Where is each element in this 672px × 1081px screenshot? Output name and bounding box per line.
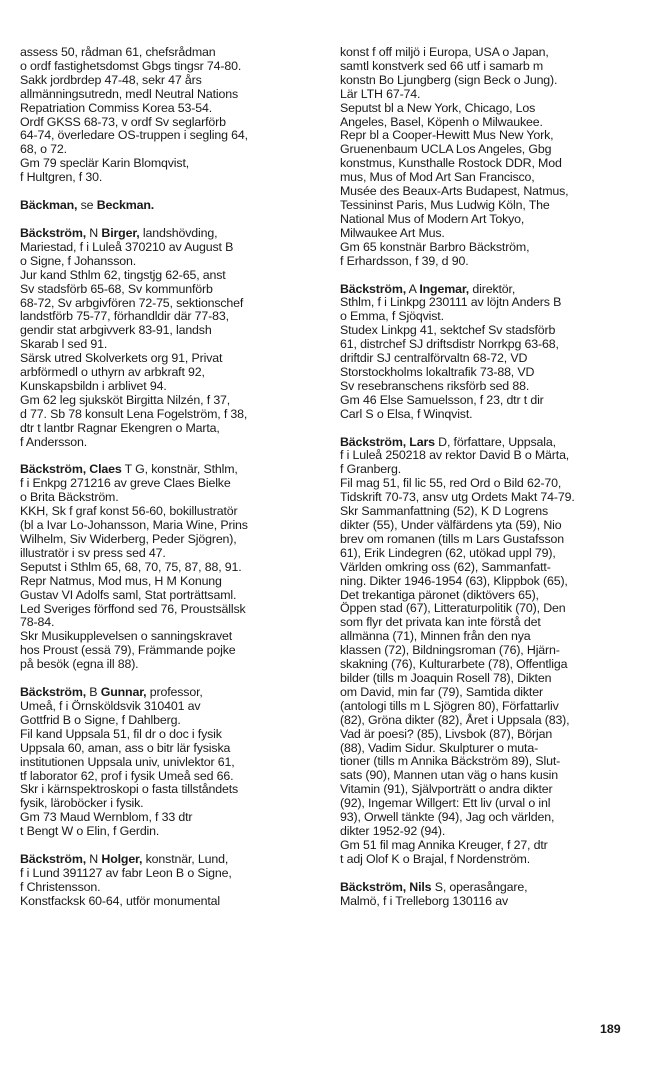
text-line: Sv resebranschens riksförb sed 88. [340,378,530,393]
entry-heading [340,436,636,450]
text-line: Världen omkring oss (62), Sammanfatt- [340,559,551,574]
entry-name: Ingemar, [419,281,470,296]
text-line: bilder (tills m Joaquin Rosell 78), Dikten [340,670,552,685]
text-line: Uppsala 60, aman, ass o bitr lär fysiska [20,740,231,755]
text-line: Tessininst Paris, Mus Ludwig Köln, The [340,197,550,212]
text-line: Gustav VI Adolfs saml, Stat porträttsaml. [20,587,237,602]
text-line: dikter 1952-92 (94). [340,823,446,838]
entry-title-text: S, operasångare, [431,879,528,894]
entry-heading [20,227,316,241]
text-line: Gm 79 speclär Karin Blomqvist, [20,156,190,171]
text-line: konst f off miljö i Europa, USA o Japan, [340,45,549,59]
text-line: Det trekantiga päronet (diktövers 65), [340,587,539,602]
text-line: f Hultgren, f 30. [20,170,103,185]
entry-name: Bäckström, Lars [340,434,435,449]
entry-title-text: direktör, [469,281,516,296]
text-line: 68-72, Sv arbgivfören 72-75, sektionschef [20,295,244,310]
entry-heading [20,463,316,477]
entry-spacer [20,839,316,853]
text-line: Repr bl a Cooper-Hewitt Mus New York, [340,128,554,143]
text-line: tf laborator 62, prof i fysik Umeå sed 66. [20,768,234,783]
text-line: t adj Olof K o Brajal, f Nordenström. [340,851,531,866]
text-line: illustratör i sv press sed 47. [20,545,166,560]
entry-heading [20,853,316,867]
text-line: 61, distrchef SJ driftsdistr Norrkpg 63-68, [340,337,559,352]
text-line: Repr Natmus, Mod mus, H M Konung [20,573,222,588]
text-line: hos Proust (essä 79), Främmande pojke [20,643,236,658]
text-line: Fil kand Uppsala 51, fil dr o doc i fysik [20,726,222,741]
text-line: Vad är poesi? (85), Livsbok (87), Början [340,726,553,741]
text-line: 78-84. [20,615,55,630]
entry-heading [20,199,316,213]
text-line: Malmö, f i Trelleborg 130116 av [340,893,508,908]
entry-heading [20,686,316,700]
text-line: samtl konstverk sed 66 utf i samarb m [340,58,544,73]
entry-title-text: B [86,685,101,700]
text-line: Wilhelm, Siv Widerberg, Peder Sjögren), [20,532,237,546]
text-line: Milwaukee Art Mus. [340,225,445,240]
entry-spacer [340,269,636,283]
text-line: (88), Vadim Sidur. Skulpturer o muta- [340,740,539,755]
entry-title-text: se [77,198,97,213]
text-line: o ordf fastighetsdomst Gbgs tingsr 74-80. [20,58,242,73]
text-line: f i Luleå 250218 av rektor David B o Märta, [340,448,570,463]
text-line: dikter (55), Under välfärdens yta (59), Nio [340,518,562,532]
entry-title-text: A [406,281,420,296]
entry-title-text: professor, [146,685,203,700]
text-line: Seputst bl a New York, Chicago, Los [340,100,536,115]
text-line: 68, o 72. [20,142,67,157]
text-line: Särsk utred Skolverkets org 91, Privat [20,351,223,366]
text-line: ning. Dikter 1946-1954 (63), Klippbok (65), [340,573,568,588]
text-line: konstmus, Kunsthalle Rostock DDR, Mod [340,156,562,171]
text-line: f i Enkpg 271216 av greve Claes Bielke [20,476,231,491]
text-line: brev om romanen (tills m Lars Gustafsson [340,531,564,546]
text-line: f Andersson. [20,434,88,449]
text-line: Gm 73 Maud Wernblom, f 33 dtr [20,810,193,825]
text-line: o Emma, f Sjöqvist. [340,309,444,324]
text-line: (bl a Ivar Lo-Johansson, Maria Wine, Prins [20,518,248,533]
entry-title-text: T G, konstnär, Sthlm, [121,462,238,477]
text-line: Fil mag 51, fil lic 55, red Ord o Bild 62-70, [340,476,562,491]
text-line: som flyr det privata kan inte förstå det [340,615,541,630]
text-line: Sakk jordbrdep 47-48, sekr 47 års [20,72,202,87]
entry-name: Birger, [101,225,140,240]
entry-spacer [20,185,316,199]
text-line: Lär LTH 67-74. [340,86,421,101]
text-line: dtr t lantbr Ragnar Ekengren o Marta, [20,420,220,435]
text-line: o Brita Bäckström. [20,490,119,505]
entry-name: Bäckström, [340,281,406,296]
text-line: Gm 46 Else Samuelsson, f 23, dtr t dir [340,392,544,407]
text-line: allmänna (71), Minnen från den nya [340,629,531,644]
text-line: driftdir SJ centralförvaltn 68-72, VD [340,351,528,366]
entry-spacer [340,422,636,436]
text-line: Skr i kärnspektroskopi o fasta tillståndets [20,782,239,797]
text-line: gendir stat arbgivverk 83-91, landsh [20,323,212,338]
text-line: Skr Musikupplevelsen o sanningskravet [20,629,233,644]
text-line: Storstockholms lokaltrafik 73-88, VD [340,364,535,379]
text-line: Jur kand Sthlm 62, tingstjg 62-65, anst [20,267,226,282]
entry-spacer [340,867,636,881]
entry-name: Holger, [101,852,143,867]
text-line: t Bengt W o Elin, f Gerdin. [20,824,160,839]
text-line: konstn Bo Ljungberg (sign Beck o Jung). [340,72,558,87]
text-line: tioner (tills m Annika Bäckström 89), Slut- [340,754,561,769]
entry-title-text: D, författare, Uppsala, [434,434,556,449]
text-line: Konstfacksk 60-64, utför monumental [20,893,220,908]
text-line: Gottfrid B o Signe, f Dahlberg. [20,712,181,727]
text-line: allmänningsutredn, medl Neutral Nations [20,86,238,101]
text-line: Umeå, f i Örnsköldsvik 310401 av [20,698,201,713]
entry-heading [340,283,636,297]
text-line: Angeles, Basel, Köpenh o Milwaukee. [340,114,543,129]
text-line: sats (90), Mannen utan väg o hans kusin [340,768,559,783]
page-number: 189 [600,1022,621,1036]
entry-title-text: landshövding, [139,225,218,240]
text-line: Skarab l sed 91. [20,337,108,352]
text-line: f i Lund 391127 av fabr Leon B o Signe, [20,865,232,880]
right-column [340,46,636,908]
left-column [20,46,316,909]
text-line: Öppen stad (67), Litteraturpolitik (70), Den [340,601,566,616]
text-line: Vitamin (91), Självporträtt o andra dikter [340,782,553,797]
text-line: KKH, Sk f graf konst 56-60, bokillustratör [20,504,238,519]
text-line: arbförmedl o uthyrn av arbkraft 92, [20,365,205,380]
entry-title-text: konstnär, Lund, [142,852,229,867]
entry-spacer [20,213,316,227]
entry-name: Bäckström, [20,225,86,240]
text-line: institutionen Uppsala univ, univlektor 61, [20,754,235,769]
entry-heading [340,881,636,895]
entry-title-text: N [86,852,102,867]
text-line: f Christensson. [20,879,101,894]
text-line: 61), Erik Lindegren (62, utökad uppl 79), [340,545,556,560]
text-line: Gruenenbaum UCLA Los Angeles, Gbg [340,142,552,157]
text-line: Led Sveriges förffond sed 76, Proustsällsk [20,601,246,616]
text-line: National Mus of Modern Art Tokyo, [340,211,525,226]
text-line: d 77. Sb 78 konsult Lena Fogelström, f 38, [20,406,248,421]
text-line: Repatriation Commiss Korea 53-54. [20,100,213,115]
entry-name: Bäckström, Nils [340,879,432,894]
text-line: (antologi tills m L Sjögren 80), Författarliv [340,698,559,713]
text-line: på besök (egna ill 88). [20,657,139,672]
text-line: skakning (76), Kulturarbete (78), Offentliga [340,657,568,672]
text-line: (82), Gröna dikter (82), Året i Uppsala (83), [340,712,570,727]
entry-title-text: N [86,225,102,240]
text-line: Sv stadsförb 65-68, Sv kommunförb [20,281,213,296]
text-line: assess 50, rådman 61, chefsrådman [20,45,216,59]
text-line: fysik, läroböcker i fysik. [20,796,144,811]
text-line: mus, Mus of Mod Art San Francisco, [340,170,535,185]
text-line: Sthlm, f i Linkpg 230111 av löjtn Anders B [340,295,562,310]
entry-spacer [20,672,316,686]
text-line: Kunskapsbildn i arblivet 94. [20,378,167,393]
text-line: Gm 62 leg sjuksköt Birgitta Nilzén, f 37, [20,392,231,407]
entry-name: Bäckström, Claes [20,462,122,477]
entry-spacer [20,449,316,463]
text-line: f Erhardsson, f 39, d 90. [340,253,469,268]
entry-name: Gunnar, [100,685,147,700]
text-line: landstförb 75-77, förhandldir där 77-83, [20,309,229,324]
text-line: klassen (72), Bildningsroman (76), Hjärn- [340,643,560,658]
text-line: o Signe, f Johansson. [20,253,137,268]
text-line: 93), Orwell tänkte (94), Jag och världen, [340,810,555,825]
text-line: Mariestad, f i Luleå 370210 av August B [20,239,234,254]
text-line: (92), Ingemar Willgert: Ett liv (urval o inl [340,796,551,811]
entry-name: Bäckman, [20,198,78,213]
text-line: Skr Sammanfattning (52), K D Logrens [340,504,549,519]
text-line: Studex Linkpg 41, sektchef Sv stadsförb [340,323,556,338]
text-line: 64-74, överledare OS-truppen i segling 64, [20,128,248,143]
entry-name: Beckman. [96,198,155,213]
text-line: Ordf GKSS 68-73, v ordf Sv seglarförb [20,114,226,129]
text-line: Musée des Beaux-Arts Budapest, Natmus, [340,184,569,199]
text-line: Gm 51 fil mag Annika Kreuger, f 27, dtr [340,837,548,852]
text-line: f Granberg. [340,462,402,477]
text-line: Gm 65 konstnär Barbro Bäckström, [340,239,530,254]
entry-name: Bäckström, [20,685,86,700]
text-line: Carl S o Elsa, f Winqvist. [340,406,473,421]
entry-name: Bäckström, [20,852,86,867]
text-line: Seputst i Sthlm 65, 68, 70, 75, 87, 88, 91. [20,559,242,574]
text-line: om David, min far (79), Samtida dikter [340,684,543,699]
text-line: Tidskrift 70-73, ansv utg Ordets Makt 74-79. [340,490,575,505]
